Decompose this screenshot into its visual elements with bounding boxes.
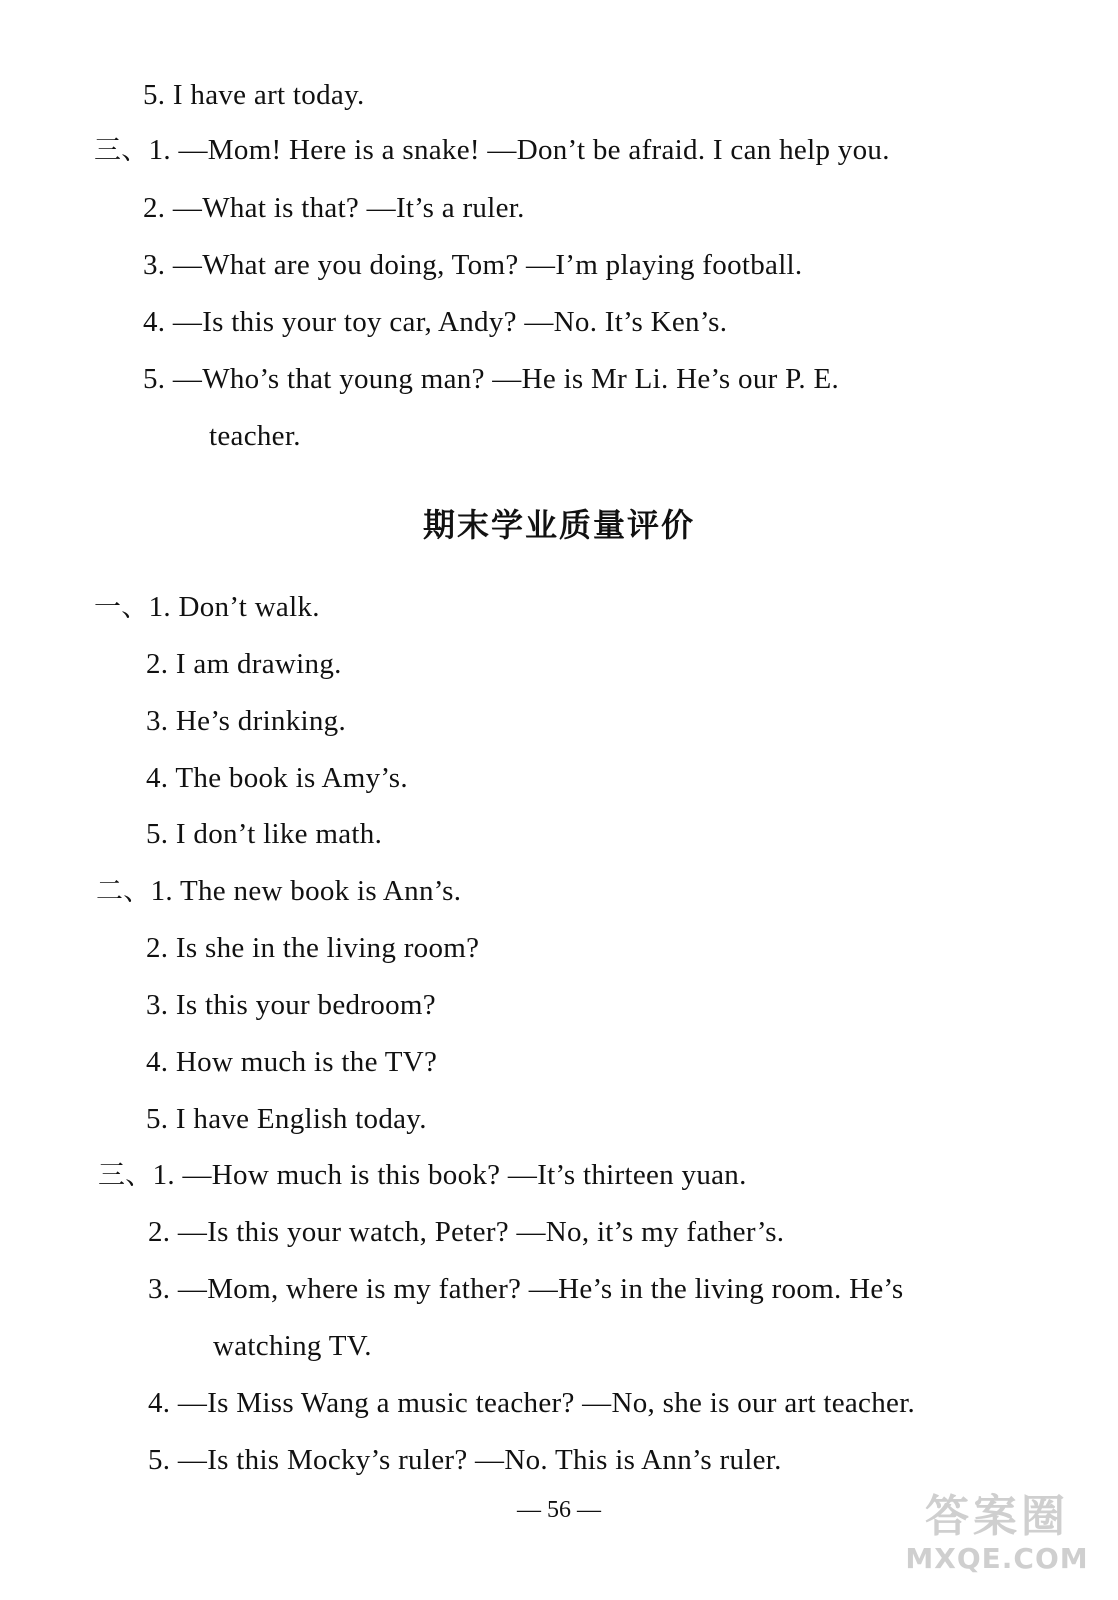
answer-line: 5. —Is this Mocky’s ruler? —No. This is Ann’s ruler. <box>148 1444 782 1476</box>
answer-line: 4. —Is this your toy car, Andy? —No. It’s Ken’s. <box>143 306 728 338</box>
section-marker: 三、 <box>98 1160 153 1191</box>
answer-text: 1. The new book is Ann’s. <box>150 875 462 907</box>
watermark-bottom-text: MXQE.COM <box>905 1542 1089 1575</box>
answer-line: 3. —Mom, where is my father? —He’s in the living room. He’s <box>148 1273 904 1305</box>
answer-line: 2. Is she in the living room? <box>146 932 480 964</box>
section-marker: 三、 <box>94 135 149 166</box>
answer-line <box>96 873 461 910</box>
answer-line: 4. The book is Amy’s. <box>146 762 408 794</box>
answer-text: 1. Don’t walk. <box>148 591 320 623</box>
answer-line: 5. —Who’s that young man? —He is Mr Li. He’s our P. E. <box>143 363 840 395</box>
answer-line: 5. I have English today. <box>146 1103 427 1135</box>
watermark-top-text: 答案圈 <box>925 1491 1069 1542</box>
page-number: — 56 — <box>517 1497 601 1523</box>
answer-line <box>98 1157 747 1194</box>
answer-line: 2. —What is that? —It’s a ruler. <box>143 192 525 224</box>
answer-text: 1. —How much is this book? —It’s thirteen yuan. <box>152 1159 747 1191</box>
answer-line: 5. I don’t like math. <box>146 818 383 850</box>
answer-line: 2. —Is this your watch, Peter? —No, it’s my father’s. <box>148 1216 785 1248</box>
answer-line <box>94 132 890 169</box>
answer-line: 5. I have art today. <box>143 79 365 111</box>
section-title: 期末学业质量评价 <box>422 506 695 544</box>
section-marker: 二、 <box>96 876 151 907</box>
answer-line: 3. He’s drinking. <box>146 705 347 737</box>
answer-line <box>94 589 320 626</box>
answer-line: 4. How much is the TV? <box>146 1046 438 1078</box>
answer-line: 4. —Is Miss Wang a music teacher? —No, she is our art teacher. <box>148 1387 916 1419</box>
watermark-logo <box>902 1492 1092 1592</box>
answer-line: 3. Is this your bedroom? <box>146 989 436 1021</box>
answer-line-continued: teacher. <box>209 420 301 452</box>
answer-line: 2. I am drawing. <box>146 648 342 680</box>
section-marker: 一、 <box>94 592 149 623</box>
answer-text: 1. —Mom! Here is a snake! —Don’t be afraid. I can help you. <box>148 134 890 166</box>
answer-line-continued: watching TV. <box>213 1330 372 1362</box>
answer-line: 3. —What are you doing, Tom? —I’m playing football. <box>143 249 803 281</box>
